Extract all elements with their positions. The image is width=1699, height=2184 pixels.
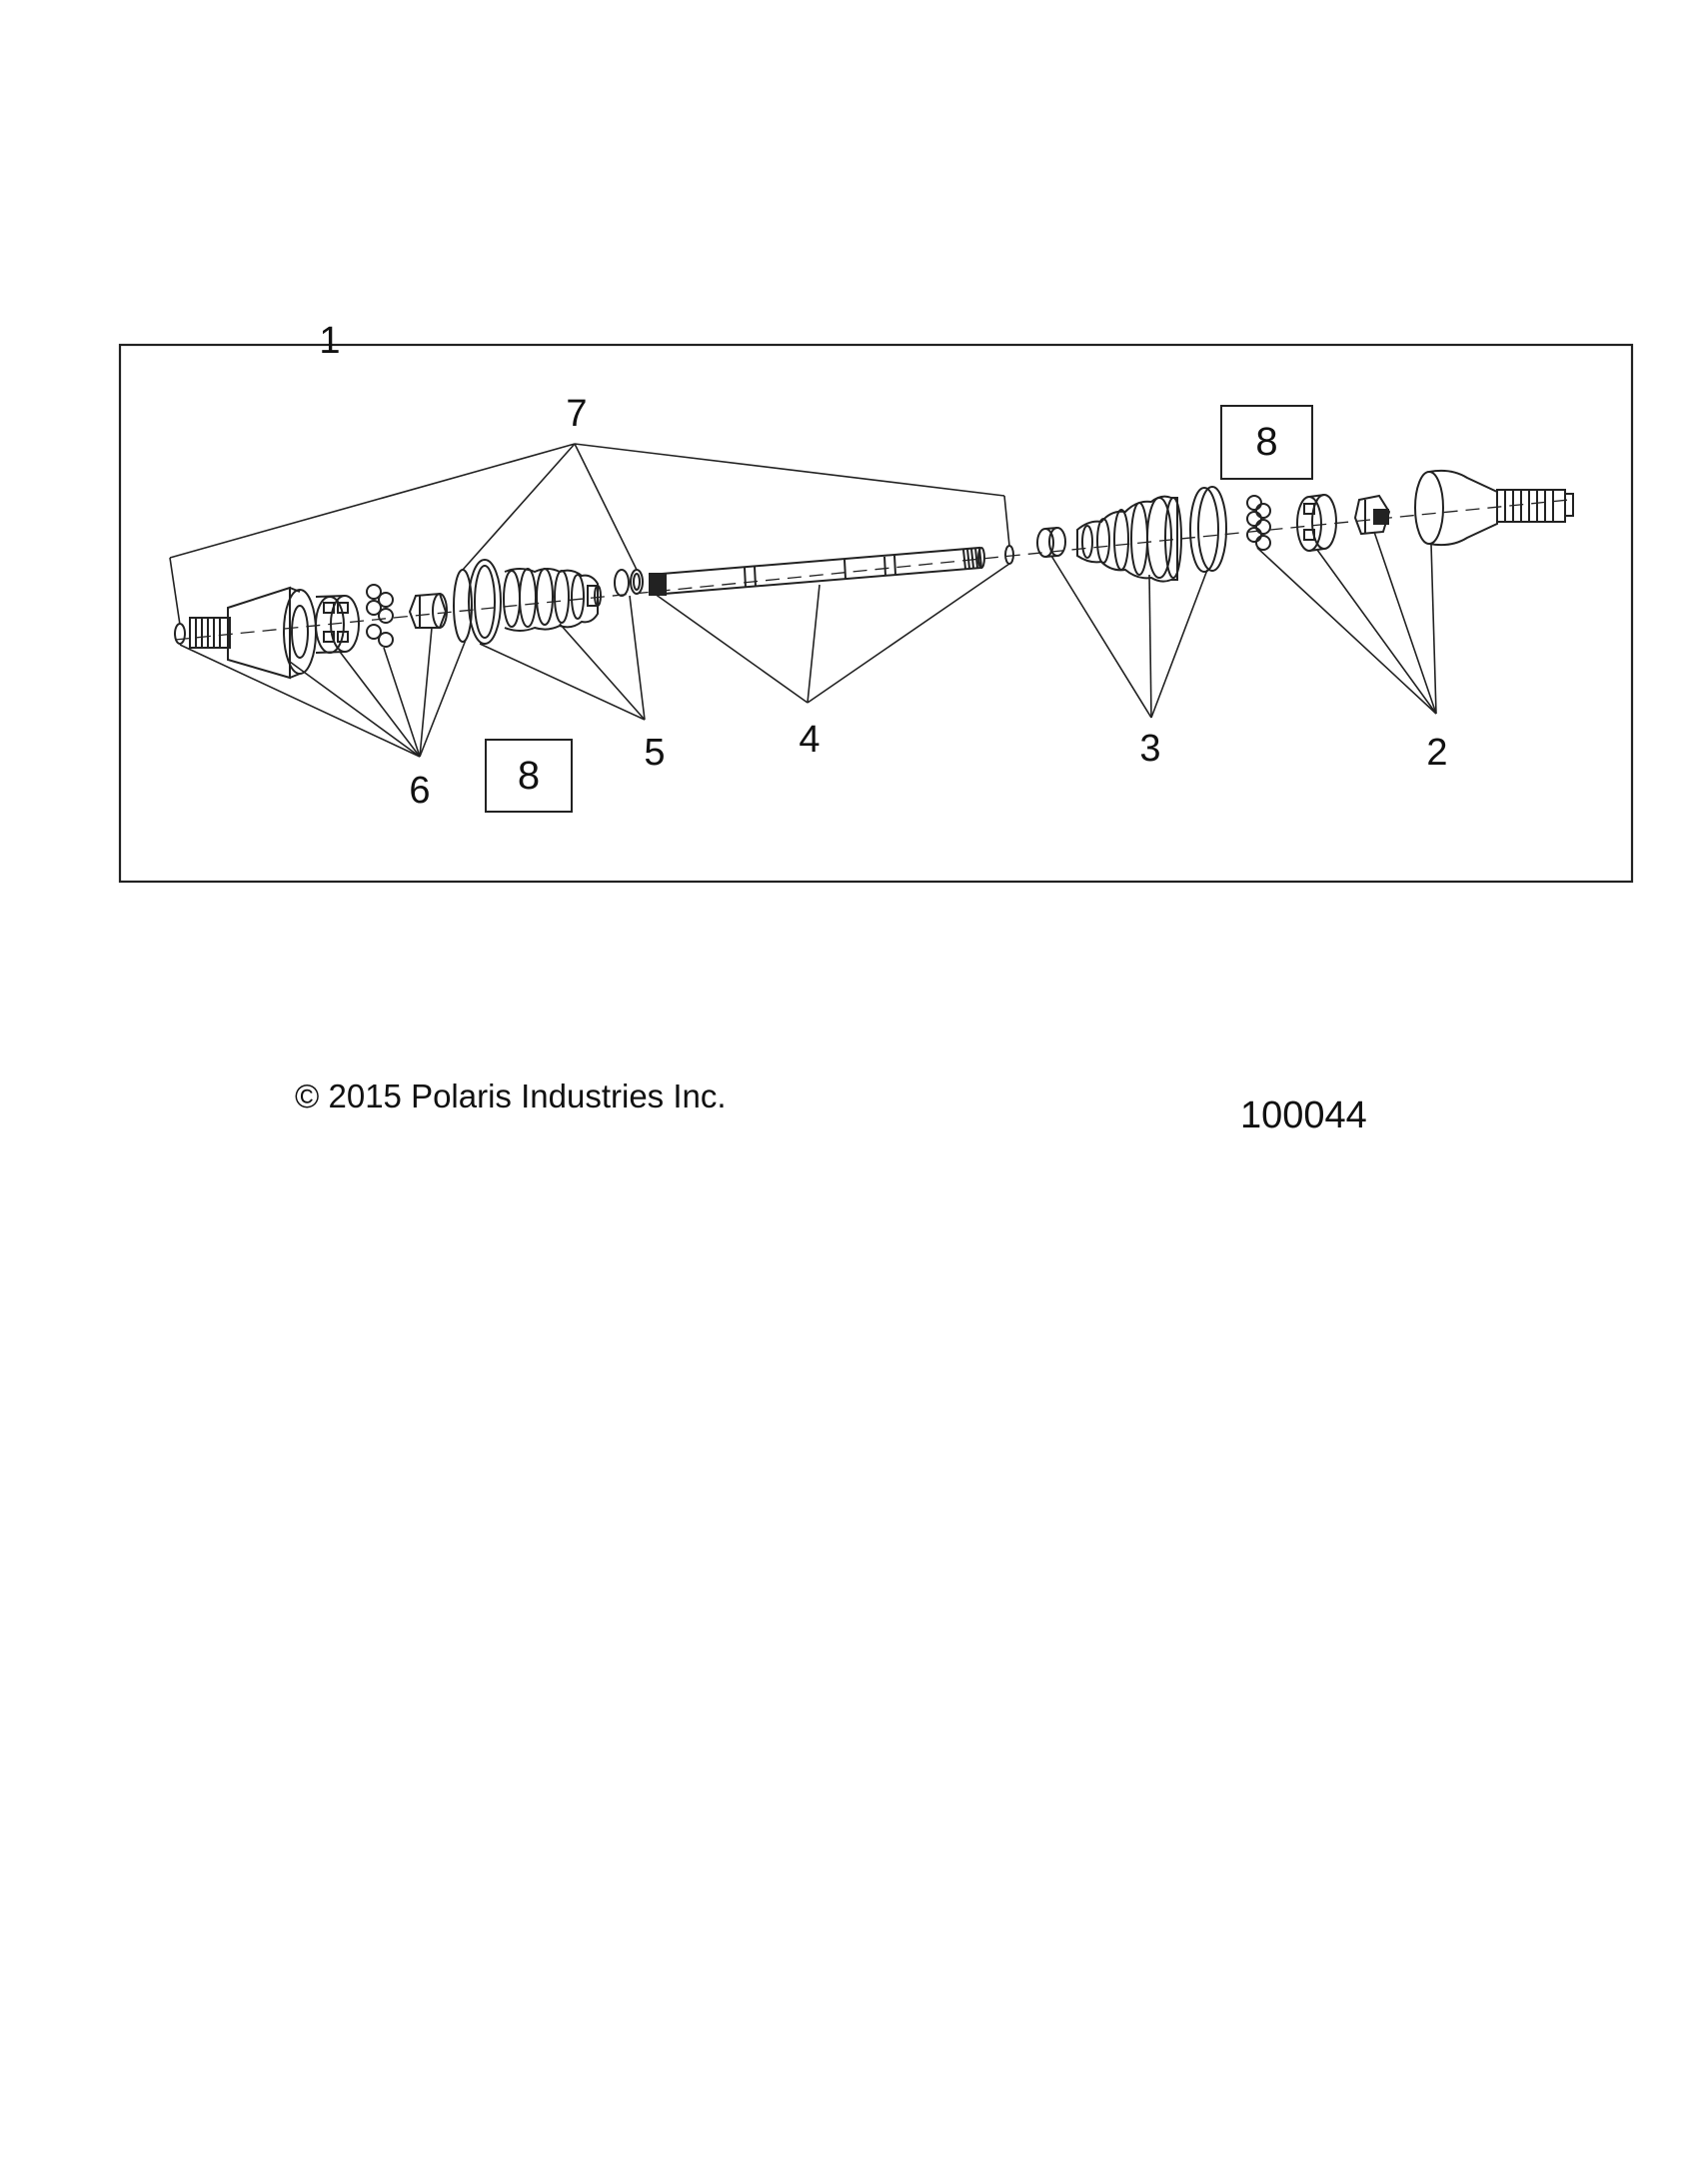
callout-6: 6 [409, 770, 431, 812]
leader-7 [170, 444, 1009, 625]
inner-boot [504, 569, 601, 631]
inner-cv-cage [316, 596, 359, 653]
inner-cv-race [410, 594, 447, 628]
leader-3 [1051, 556, 1207, 718]
reference-box-left: 8 [485, 739, 573, 813]
diagram-id: 100044 [1240, 1094, 1367, 1136]
inner-boot-clamp-large [454, 560, 501, 644]
callout-3: 3 [1139, 728, 1161, 770]
callout-4: 4 [799, 719, 821, 761]
leader-4 [655, 564, 1009, 703]
reference-box-right: 8 [1220, 405, 1313, 480]
outer-cv-race [1355, 496, 1389, 534]
inner-boot-clamp-small [615, 570, 643, 596]
callout-2: 2 [1426, 732, 1448, 774]
axis-centerline [175, 500, 1569, 640]
outer-boot-clamp-large [1190, 487, 1226, 572]
axle-shaft [650, 548, 984, 595]
callout-1: 1 [319, 320, 341, 362]
inner-cv-balls [367, 585, 393, 647]
outer-cv-cage [1297, 495, 1336, 551]
outer-cv-balls [1247, 496, 1270, 550]
leader-2 [1257, 532, 1436, 714]
outer-boot [1077, 497, 1181, 582]
callout-5: 5 [644, 732, 666, 774]
axle-circlip [1005, 546, 1013, 564]
callout-7: 7 [566, 393, 588, 435]
copyright-text: © 2015 Polaris Industries Inc. [295, 1078, 727, 1114]
